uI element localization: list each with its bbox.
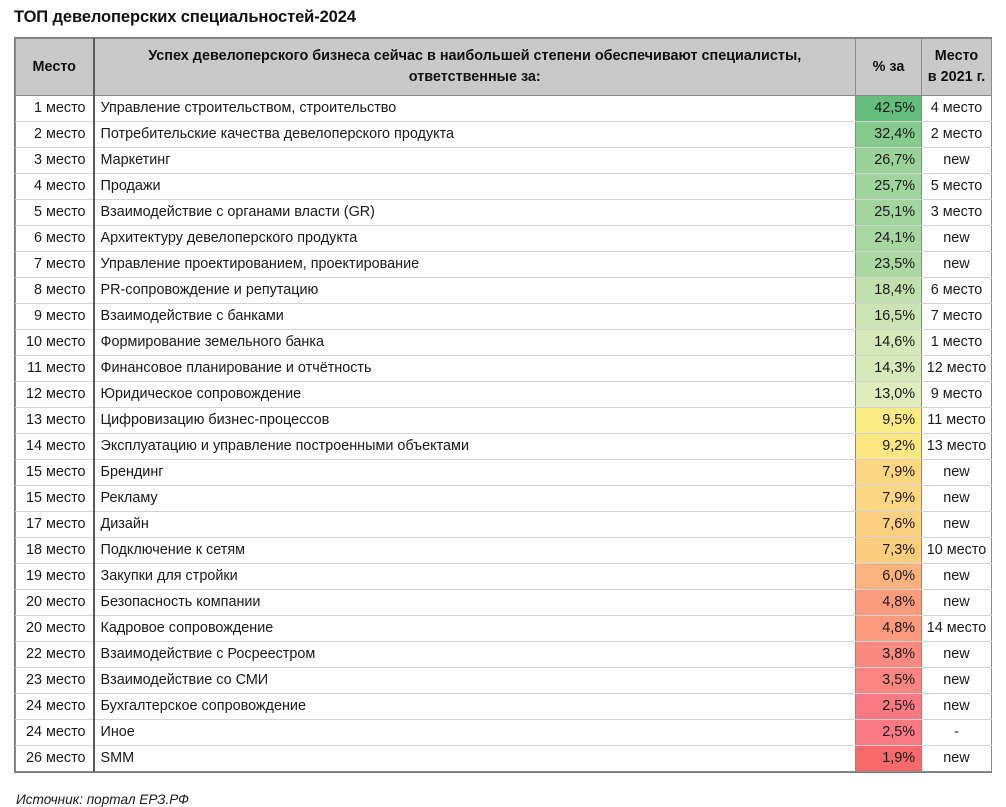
cell-specialty: Финансовое планирование и отчётность (94, 356, 856, 382)
cell-rank: 9 место (16, 304, 94, 330)
cell-prev-rank: new (922, 512, 992, 538)
table-row (16, 538, 992, 564)
cell-specialty: Юридическое сопровождение (94, 382, 856, 408)
cell-prev-rank: - (922, 720, 992, 746)
cell-prev-rank: 4 место (922, 96, 992, 122)
table-row (16, 746, 992, 772)
cell-rank: 5 место (16, 200, 94, 226)
page-title: ТОП девелоперских специальностей-2024 (14, 8, 356, 26)
cell-rank: 10 место (16, 330, 94, 356)
cell-rank: 13 место (16, 408, 94, 434)
cell-prev-rank: 2 место (922, 122, 992, 148)
table-row (16, 434, 992, 460)
cell-rank: 23 место (16, 668, 94, 694)
cell-rank: 1 место (16, 96, 94, 122)
cell-specialty: Безопасность компании (94, 590, 856, 616)
cell-percent: 23,5% (856, 252, 922, 278)
cell-prev-rank: new (922, 668, 992, 694)
column-header-prev-rank-line1: Место (934, 48, 979, 65)
cell-rank: 15 место (16, 486, 94, 512)
cell-rank: 2 место (16, 122, 94, 148)
cell-prev-rank: new (922, 746, 992, 772)
table-row (16, 408, 992, 434)
cell-prev-rank: 12 место (922, 356, 992, 382)
cell-percent: 7,9% (856, 486, 922, 512)
cell-prev-rank: new (922, 694, 992, 720)
cell-percent: 32,4% (856, 122, 922, 148)
cell-rank: 6 место (16, 226, 94, 252)
cell-specialty: Рекламу (94, 486, 856, 512)
cell-prev-rank: new (922, 226, 992, 252)
cell-rank: 24 место (16, 720, 94, 746)
cell-percent: 7,3% (856, 538, 922, 564)
table-row (16, 564, 992, 590)
cell-prev-rank: new (922, 252, 992, 278)
table-header (16, 39, 992, 96)
cell-rank: 7 место (16, 252, 94, 278)
cell-specialty: Бухгалтерское сопровождение (94, 694, 856, 720)
cell-rank: 18 место (16, 538, 94, 564)
cell-rank: 15 место (16, 460, 94, 486)
cell-prev-rank: new (922, 590, 992, 616)
cell-specialty: Архитектуру девелоперского продукта (94, 226, 856, 252)
cell-rank: 20 место (16, 616, 94, 642)
cell-prev-rank: 5 место (922, 174, 992, 200)
table-row (16, 512, 992, 538)
cell-rank: 3 место (16, 148, 94, 174)
cell-specialty: Управление строительством, строительство (94, 96, 856, 122)
cell-specialty: Потребительские качества девелоперского продукта (94, 122, 856, 148)
cell-rank: 14 место (16, 434, 94, 460)
table-row (16, 642, 992, 668)
cell-rank: 26 место (16, 746, 94, 772)
cell-percent: 14,3% (856, 356, 922, 382)
table-header-row (16, 39, 992, 96)
table-row (16, 616, 992, 642)
column-header-specialty (94, 39, 856, 96)
table-row (16, 382, 992, 408)
cell-rank: 17 место (16, 512, 94, 538)
cell-percent: 16,5% (856, 304, 922, 330)
cell-specialty: Взаимодействие с органами власти (GR) (94, 200, 856, 226)
cell-percent: 2,5% (856, 694, 922, 720)
cell-prev-rank: 10 место (922, 538, 992, 564)
column-header-prev-rank (922, 39, 992, 96)
cell-rank: 8 место (16, 278, 94, 304)
cell-specialty: Закупки для стройки (94, 564, 856, 590)
cell-specialty: Взаимодействие со СМИ (94, 668, 856, 694)
table-row (16, 148, 992, 174)
cell-percent: 14,6% (856, 330, 922, 356)
top-specialties-table (15, 38, 992, 772)
cell-percent: 7,9% (856, 460, 922, 486)
cell-specialty: Брендинг (94, 460, 856, 486)
cell-rank: 4 место (16, 174, 94, 200)
cell-percent: 25,1% (856, 200, 922, 226)
cell-rank: 24 место (16, 694, 94, 720)
cell-percent: 6,0% (856, 564, 922, 590)
source-note: Источник: портал ЕРЗ.РФ (16, 792, 189, 807)
cell-specialty: Эксплуатацию и управление построенными объектами (94, 434, 856, 460)
table-body (16, 96, 992, 772)
cell-specialty: Иное (94, 720, 856, 746)
column-header-specialty-line2: ответственные за: (408, 69, 541, 86)
table-row (16, 330, 992, 356)
table-row (16, 720, 992, 746)
cell-percent: 18,4% (856, 278, 922, 304)
cell-prev-rank: 7 место (922, 304, 992, 330)
table-row (16, 460, 992, 486)
table-row (16, 668, 992, 694)
column-header-specialty-line1: Успех девелоперского бизнеса сейчас в наибольшей степени обеспечивают специалисты, (148, 48, 802, 65)
cell-specialty: Кадровое сопровождение (94, 616, 856, 642)
cell-prev-rank: 1 место (922, 330, 992, 356)
table-row (16, 356, 992, 382)
table-row (16, 226, 992, 252)
table-row (16, 590, 992, 616)
cell-percent: 13,0% (856, 382, 922, 408)
cell-specialty: Маркетинг (94, 148, 856, 174)
table-row (16, 252, 992, 278)
cell-specialty: Цифровизацию бизнес-процессов (94, 408, 856, 434)
cell-percent: 3,5% (856, 668, 922, 694)
cell-percent: 26,7% (856, 148, 922, 174)
cell-specialty: Дизайн (94, 512, 856, 538)
cell-prev-rank: new (922, 148, 992, 174)
cell-rank: 22 место (16, 642, 94, 668)
table-row (16, 486, 992, 512)
cell-percent: 9,5% (856, 408, 922, 434)
cell-specialty: Продажи (94, 174, 856, 200)
cell-specialty: Взаимодействие с Росреестром (94, 642, 856, 668)
cell-percent: 25,7% (856, 174, 922, 200)
cell-prev-rank: new (922, 564, 992, 590)
cell-percent: 1,9% (856, 746, 922, 772)
cell-percent: 7,6% (856, 512, 922, 538)
cell-prev-rank: 13 место (922, 434, 992, 460)
cell-rank: 20 место (16, 590, 94, 616)
top-specialties-table-container (14, 37, 992, 773)
cell-specialty: Формирование земельного банка (94, 330, 856, 356)
cell-prev-rank: 3 место (922, 200, 992, 226)
cell-rank: 11 место (16, 356, 94, 382)
table-row (16, 174, 992, 200)
column-header-rank: Место (16, 39, 94, 96)
table-row (16, 278, 992, 304)
cell-prev-rank: 14 место (922, 616, 992, 642)
cell-percent: 24,1% (856, 226, 922, 252)
cell-rank: 19 место (16, 564, 94, 590)
cell-prev-rank: new (922, 642, 992, 668)
cell-percent: 42,5% (856, 96, 922, 122)
table-row (16, 96, 992, 122)
cell-specialty: Управление проектированием, проектирование (94, 252, 856, 278)
cell-prev-rank: new (922, 460, 992, 486)
cell-specialty: Взаимодействие с банками (94, 304, 856, 330)
column-header-prev-rank-line2: в 2021 г. (927, 69, 986, 86)
cell-percent: 4,8% (856, 590, 922, 616)
table-row (16, 304, 992, 330)
column-header-percent: % за (856, 39, 922, 96)
cell-percent: 9,2% (856, 434, 922, 460)
table-row (16, 200, 992, 226)
table-row (16, 694, 992, 720)
cell-percent: 2,5% (856, 720, 922, 746)
cell-specialty: Подключение к сетям (94, 538, 856, 564)
cell-prev-rank: 9 место (922, 382, 992, 408)
cell-specialty: PR-сопровождение и репутацию (94, 278, 856, 304)
cell-prev-rank: 6 место (922, 278, 992, 304)
cell-rank: 12 место (16, 382, 94, 408)
cell-percent: 3,8% (856, 642, 922, 668)
cell-percent: 4,8% (856, 616, 922, 642)
cell-specialty: SMM (94, 746, 856, 772)
cell-prev-rank: new (922, 486, 992, 512)
table-row (16, 122, 992, 148)
cell-prev-rank: 11 место (922, 408, 992, 434)
